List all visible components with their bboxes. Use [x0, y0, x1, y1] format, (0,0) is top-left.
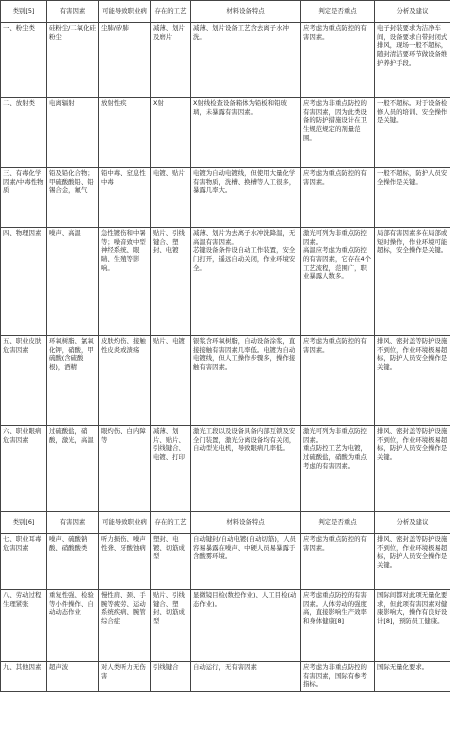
row-process: 减薄、划片及磨片: [151, 23, 191, 98]
row-process: 塑封、电镀、切筋成型: [151, 534, 191, 590]
table-row: [1, 336, 450, 426]
table-row: [1, 534, 450, 590]
header-material: 材料设备特点: [191, 1, 301, 23]
row-key: 应考虑重点防控的有害因素。人体劳动的强度高，直接影响生产效率和身体健康[8]: [301, 590, 375, 662]
header-disease: 可能导致职业病: [99, 1, 151, 23]
row-key: 激光可列为非重点防控因素。 重点防控工艺为电镀，过硫酸盐，硝酸为重点考虑的有害因素。: [301, 426, 375, 512]
row-material: 电镀为自动电镀线，但使用大量化学有害物质，洗槽、换槽等人工很多，暴露几率大。: [191, 168, 301, 228]
row-material: 减薄、划片为去离子水冲洗降温，无高温有害因素。 芯键设备条件设自动工作装置，安全门打开，遥远自动关闭，作业环境安全。: [191, 228, 301, 336]
row-category: 二、放射类: [1, 98, 47, 168]
row-category: 八、劳动过程生理紧张: [1, 590, 47, 662]
row-advice: 排风、密封盖等防护设施不到位，作业环境极易超标，防护人员安全操作是关键。: [375, 336, 450, 426]
header-factor: 有害因素: [47, 1, 99, 23]
row-advice: 电子封装要求为洁净车间，设备要求自带封闭式排风，现场一般不超标，随封清洁要环节做设备维护养护手段。: [375, 23, 450, 98]
row-factor: 超声波: [47, 662, 99, 692]
row-material: 银浆含环氧树脂，自动设备涂浆，直接接触有害因素几率低。电镀为自动电镀线，但人工操作步骤多，操作接触有害因素。: [191, 336, 301, 426]
row-category: 三、有毒化学因素/中毒性物质: [1, 168, 47, 228]
repeat-header-category: 类别[6]: [1, 512, 47, 534]
row-advice: 排风、密封盖等防护设施不到位，作业环境极易超标，防护人员安全操作是关键。: [375, 426, 450, 512]
row-disease: 听力损伤、噪声性聋、牙酸蚀病: [99, 534, 151, 590]
row-advice: 局部有害因素多在局部或短时操作，作业环境可能超标，安全操作是关键。: [375, 228, 450, 336]
repeat-header-advice: 分析及建议: [375, 512, 450, 534]
row-process: 贴片、引线键合、塑封、切筋成型: [151, 590, 191, 662]
row-material: 自动运行，无有害因素: [191, 662, 301, 692]
row-disease: 对人类听力无伤害: [99, 662, 151, 692]
row-factor: 硅粉尘/二氧化硅粉尘: [47, 23, 99, 98]
row-key: 应考虑为非重点防控的有害因素，国际有参考指标。: [301, 662, 375, 692]
repeat-header-key: 判定是否重点: [301, 512, 375, 534]
table-row: [1, 590, 450, 662]
header-key: 判定是否重点: [301, 1, 375, 23]
row-process: 电镀、贴片: [151, 168, 191, 228]
row-key: 应考虑为非重点防控的有害因素，因为此类设备的防护措施设计在卫生规范规定的剂量范围。: [301, 98, 375, 168]
row-disease: 慢性肩、颈、手腕等疲劳、运动系统疾病、腕管综合症: [99, 590, 151, 662]
row-disease: 皮肤灼伤、接触性皮炎或溃疡: [99, 336, 151, 426]
row-material: 激光工段以及设备具备内部互锁及安全门装置，激光分离设备均有关闭，自动型光电机，导致眼病几率低。: [191, 426, 301, 512]
row-key: 应考虑为重点防控的有害因素。: [301, 168, 375, 228]
table-row: [1, 98, 450, 168]
row-category: 六、职业眼病危害因素: [1, 426, 47, 512]
row-advice: 国际间都对此项无量化要求，但此项有害因素对健康影响大，操作有良好设计[8]，预防员工健康。: [375, 590, 450, 662]
row-advice: 一般不超标。对于设备检修人员的培训、安全操作是关键。: [375, 98, 450, 168]
row-disease: 尘肺/矽肺: [99, 23, 151, 98]
row-advice: 一般不超标，防护人员安全操作是关键。: [375, 168, 450, 228]
row-process: X射: [151, 98, 191, 168]
table-row: [1, 662, 450, 692]
row-process: 减薄、划片、贴片、引线键合、电镀、打印: [151, 426, 191, 512]
row-factor: 铅及铅化合物；甲硫酸酸铅、铅锡合金，氟气: [47, 168, 99, 228]
row-disease: 放射性疾: [99, 98, 151, 168]
repeat-header-factor: 有害因素: [47, 512, 99, 534]
row-material: 自动键封/自动电镀(自动切筋)，人员容易暴露在噪声、中硬人员易暴露于含酸雾环境。: [191, 534, 301, 590]
row-category: 五、职业皮肤危害因素: [1, 336, 47, 426]
row-key: 应考虑为重点防控的有害因素。: [301, 336, 375, 426]
row-process: 贴片、引线键合、塑封、电镀: [151, 228, 191, 336]
header-advice: 分析及建议: [375, 1, 450, 23]
row-material: X射线检查设备箱体为铅板和铅玻璃，未暴露有害因素。: [191, 98, 301, 168]
row-disease: 眼灼伤、白内障等: [99, 426, 151, 512]
row-category: 九、其他因素: [1, 662, 47, 692]
table-row: [1, 168, 450, 228]
row-disease: 铅中毒、窒息性中毒: [99, 168, 151, 228]
row-factor: 环氧树脂、氯氧化钾，硝酸，甲硫酸(含硫酸根)，酒精: [47, 336, 99, 426]
repeat-header-material: 材料设备特点: [191, 512, 301, 534]
row-category: 七、职业耳毒危害因素: [1, 534, 47, 590]
row-key: 激光可列为非重点防控因素。 高温应考虑为重点防控的有害因素，它存在4个工艺流程，范围广，职业暴露人数多。: [301, 228, 375, 336]
row-material: 减薄、划片设备工艺含去离子水冲洗。: [191, 23, 301, 98]
row-key: 应考虑为重点防控的有害因素。: [301, 534, 375, 590]
row-factor: 过硫酸盐，硝酸，激光，高温: [47, 426, 99, 512]
row-advice: 排风、密封盖等防护设施不到位，作业环境极易超标，防护人员安全操作是关键。: [375, 534, 450, 590]
header-category: 类别[5]: [1, 1, 47, 23]
row-category: 四、物理因素: [1, 228, 47, 336]
table-row: [1, 228, 450, 336]
header-process: 存在的工艺: [151, 1, 191, 23]
row-factor: 噪声、硫酸钠酸、硝酸酸类: [47, 534, 99, 590]
table-repeat-header-row: [1, 512, 450, 534]
table-row: [1, 426, 450, 512]
row-advice: 国际无量化要求。: [375, 662, 450, 692]
repeat-header-disease: 可能导致职业病: [99, 512, 151, 534]
table-row: [1, 23, 450, 98]
row-category: 一、粉尘类: [1, 23, 47, 98]
repeat-header-process: 存在的工艺: [151, 512, 191, 534]
row-process: 引线键合: [151, 662, 191, 692]
row-factor: 噪声、高温: [47, 228, 99, 336]
row-disease: 急性镀伤和中暑等；噪音致中型神经系统、眼睛、生殖等影响。: [99, 228, 151, 336]
row-factor: 电离辐射: [47, 98, 99, 168]
row-process: 贴片、电镀: [151, 336, 191, 426]
table-header-row: [1, 1, 450, 23]
row-factor: 重复性强、检验等小件操作、自动动态作业: [47, 590, 99, 662]
row-material: 显微镜目检(数控作业)、人工目检(动态作业)。: [191, 590, 301, 662]
row-key: 应考虑为重点防控的有害因素。: [301, 23, 375, 98]
